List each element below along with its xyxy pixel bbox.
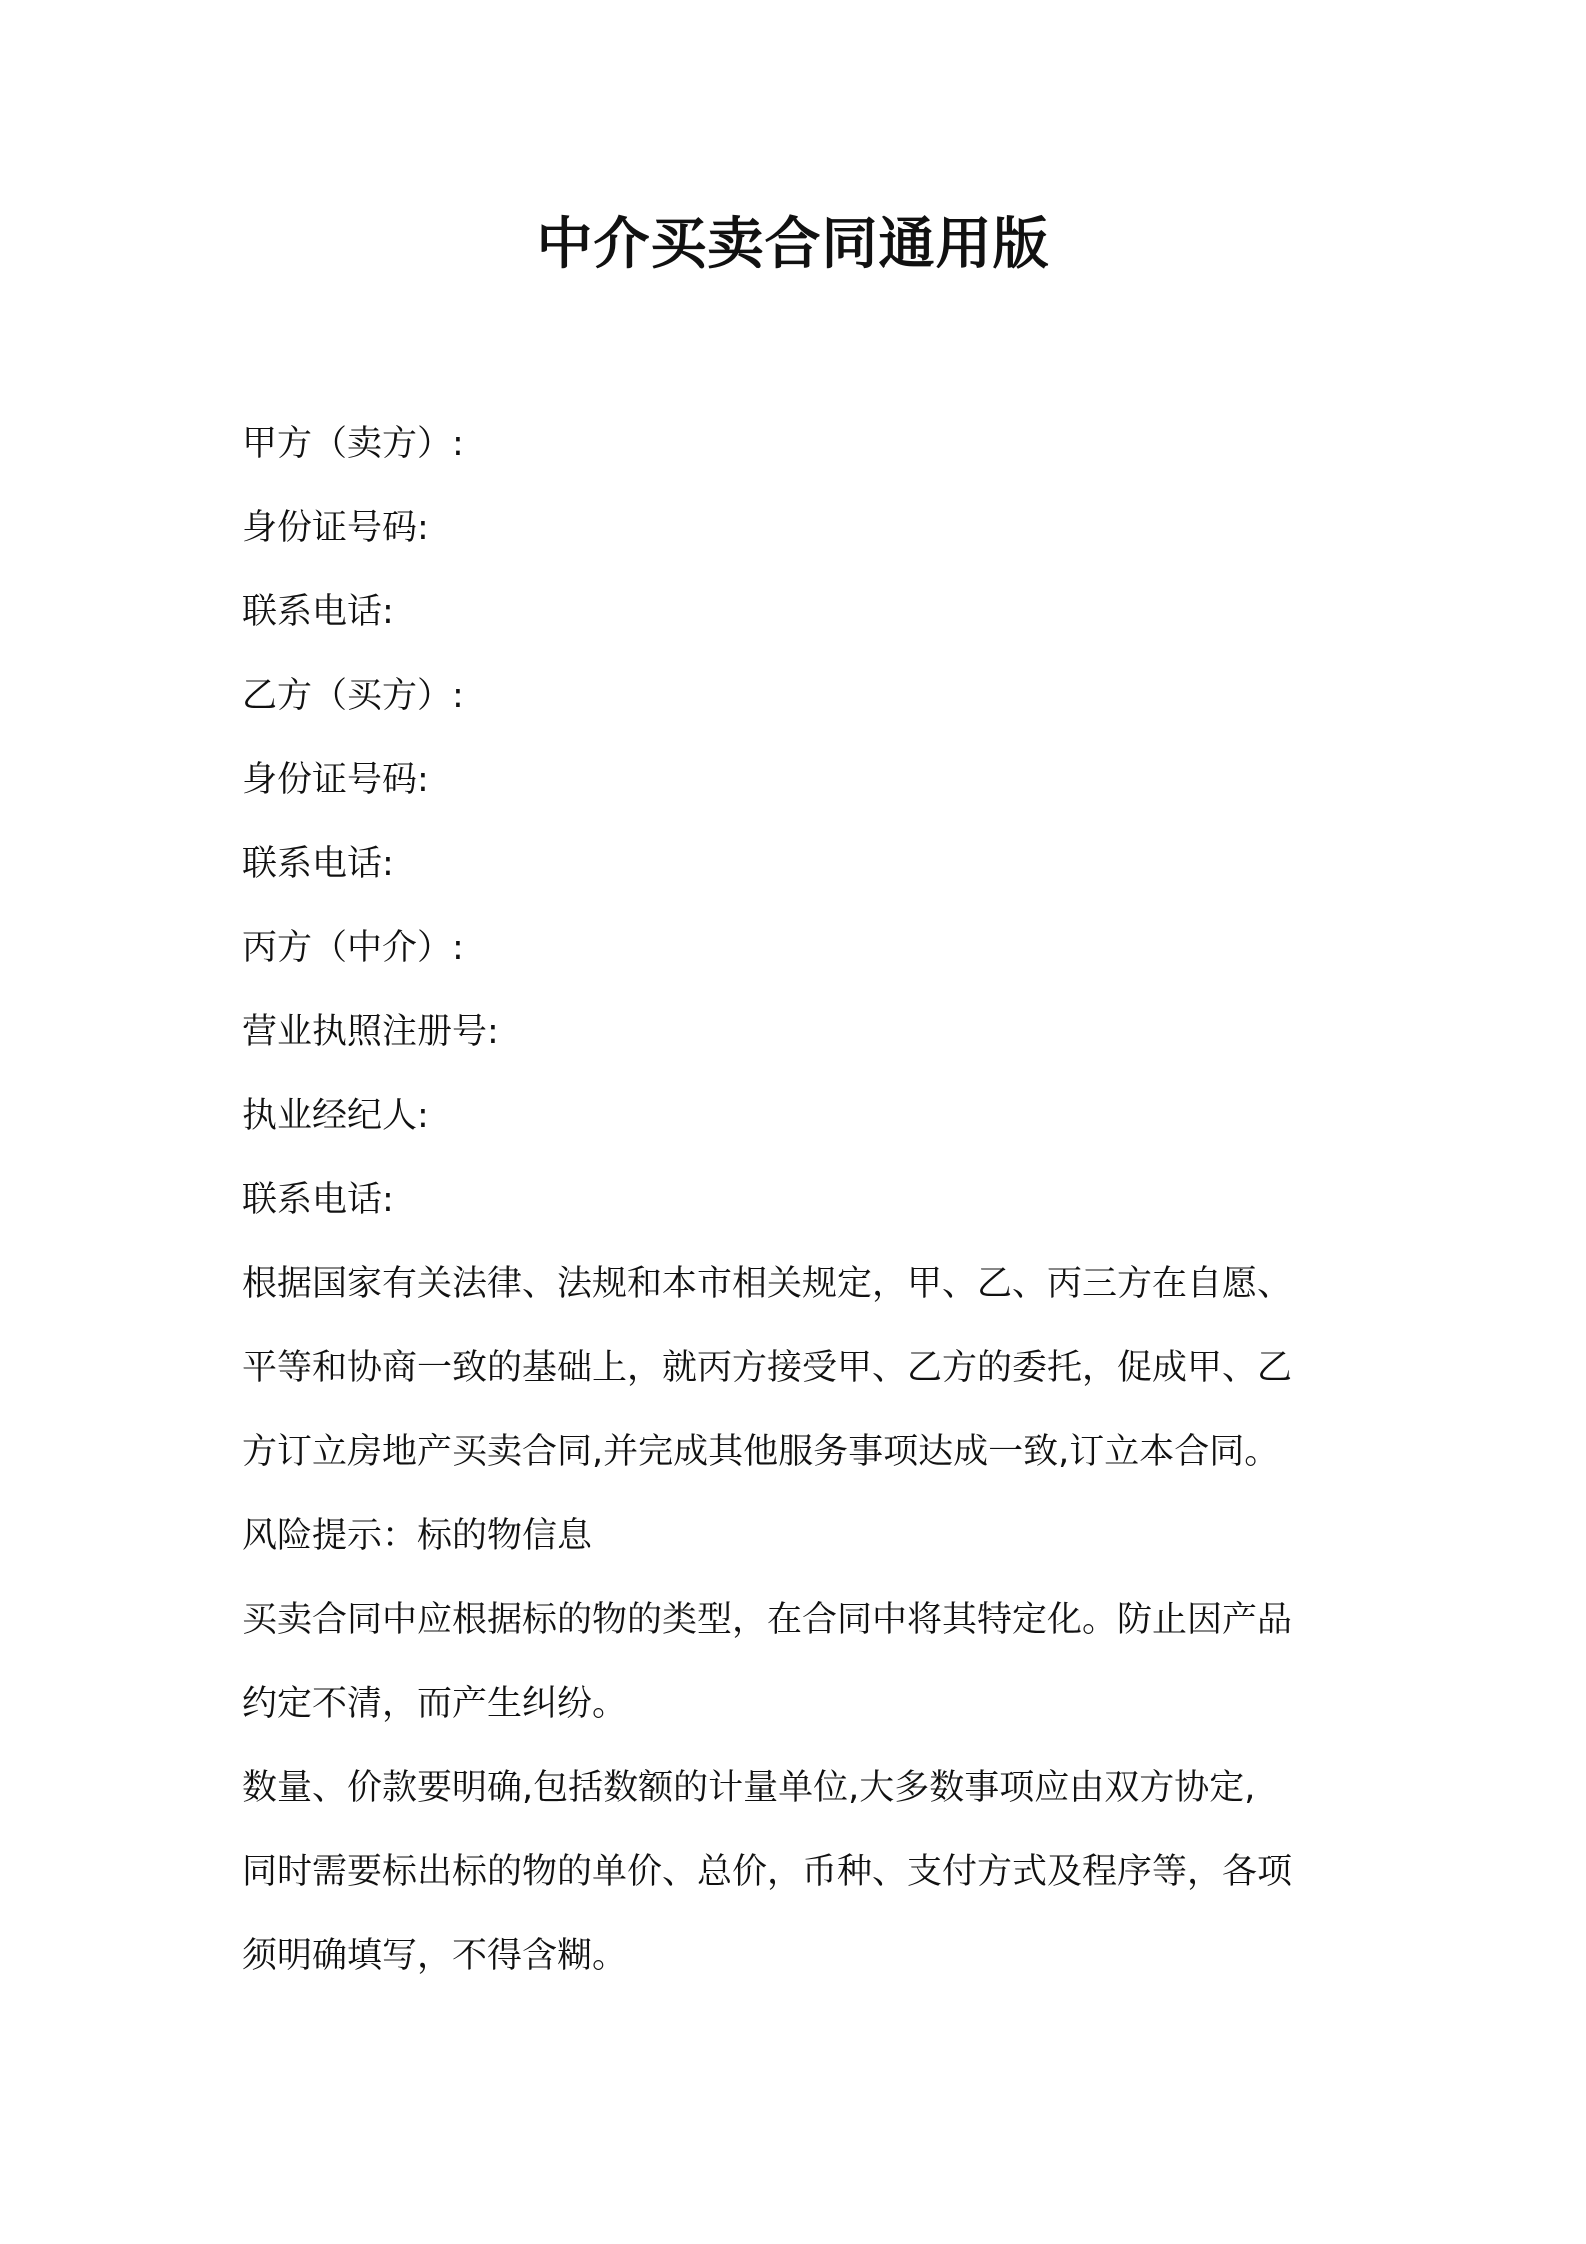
licensed-broker-field: 执业经纪人: xyxy=(242,1096,429,1136)
agent-field: 丙方（中介）: xyxy=(242,928,464,968)
buyer-field: 乙方（买方）: xyxy=(242,676,464,716)
agent-phone-field: 联系电话: xyxy=(242,1180,394,1220)
business-license-field: 营业执照注册号: xyxy=(242,1012,499,1052)
preamble-line: 平等和协商一致的基础上，就丙方接受甲、乙方的委托，促成甲、乙 xyxy=(242,1348,1293,1388)
buyer-phone-field: 联系电话: xyxy=(242,844,394,884)
seller-field: 甲方（卖方）: xyxy=(242,424,464,464)
preamble-line: 根据国家有关法律、法规和本市相关规定，甲、乙、丙三方在自愿、 xyxy=(242,1264,1293,1304)
document-body xyxy=(242,402,1354,1998)
risk-notice-heading: 风险提示：标的物信息 xyxy=(242,1516,593,1556)
quantity-price-line: 同时需要标出标的物的单价、总价，币种、支付方式及程序等，各项 xyxy=(242,1852,1293,1892)
risk-notice-line: 买卖合同中应根据标的物的类型，在合同中将其特定化。防止因产品 xyxy=(242,1600,1293,1640)
risk-notice-line: 约定不清，而产生纠纷。 xyxy=(242,1684,628,1724)
seller-id-number-field: 身份证号码: xyxy=(242,508,429,548)
buyer-id-number-field: 身份证号码: xyxy=(242,760,429,800)
document-title: 中介买卖合同通用版 xyxy=(536,212,1050,277)
preamble-line: 方订立房地产买卖合同,并完成其他服务事项达成一致,订立本合同。 xyxy=(242,1432,1280,1472)
quantity-price-line: 须明确填写，不得含糊。 xyxy=(242,1936,628,1976)
seller-phone-field: 联系电话: xyxy=(242,592,394,632)
quantity-price-line: 数量、价款要明确,包括数额的计量单位,大多数事项应由双方协定, xyxy=(242,1768,1256,1808)
